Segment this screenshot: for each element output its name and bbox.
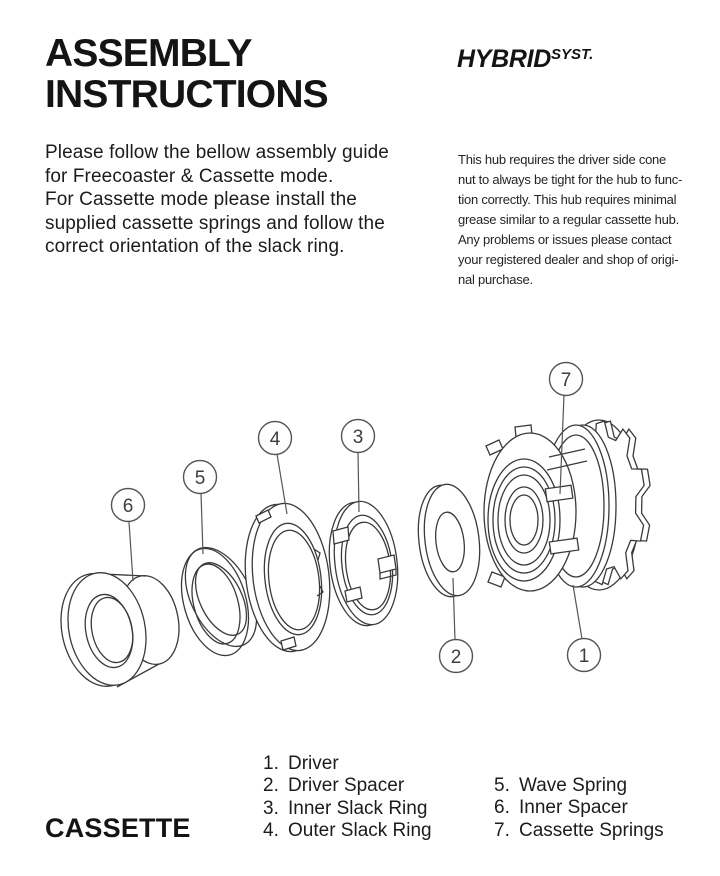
part-number: 6. [494,797,510,819]
parts-list-column-2 [494,775,664,842]
parts-list-column-1 [263,753,432,843]
svg-text:4: 4 [269,429,281,450]
callout-3 [342,420,375,453]
part-number: 5. [494,775,510,796]
note-line: This hub requires the driver side cone [458,152,667,167]
intro-line: For Cassette mode please install the [45,189,357,210]
page-title [45,33,328,115]
svg-text:6: 6 [122,496,134,517]
part-outer-slack-ring [237,499,337,656]
exploded-diagram [0,340,720,740]
intro-line: correct orientation of the slack ring. [45,236,345,257]
parts-list-item [494,797,664,819]
part-driver [484,420,650,591]
part-number: 2. [263,775,279,797]
svg-text:5: 5 [194,468,206,489]
part-label: Inner Slack Ring [288,797,428,819]
intro-line: for Freecoaster & Cassette mode. [45,165,334,187]
title-line-2: INSTRUCTIONS [45,73,328,116]
part-number: 7. [494,819,510,841]
parts-list-item [263,775,432,797]
intro-line: Please follow the bellow assembly guide [45,142,389,163]
part-label: Inner Spacer [519,797,628,819]
parts-list-item [494,775,664,797]
callout-5 [184,461,217,494]
part-label: Driver Spacer [288,775,405,797]
svg-text:1: 1 [578,646,590,667]
title-line-1: ASSEMBLY [45,32,252,75]
note-line: nut to always be tight for the hub to func- [458,172,683,187]
brand-logo [457,45,593,74]
note-line: tion correctly. This hub requires minimal [458,192,677,207]
brand-suffix: SYST. [551,46,594,63]
callout-2 [440,640,473,673]
leader-1 [573,585,582,639]
svg-text:2: 2 [450,647,462,668]
parts-list-item [263,798,432,820]
note-text [458,150,682,290]
callout-6 [112,489,145,522]
note-line: your registered dealer and shop of origi- [458,252,679,267]
svg-text:3: 3 [352,427,364,448]
part-label: Driver [288,753,339,774]
parts-list-item [494,820,664,842]
part-label: Cassette Springs [519,819,664,841]
cassette-spring-pocket [545,485,573,501]
intro-text [45,141,389,259]
leader-6 [129,522,133,581]
part-number: 1. [263,753,279,774]
leader-5 [201,493,203,554]
parts-list-item [263,820,432,842]
part-label: Wave Spring [519,775,628,796]
part-label: Outer Slack Ring [288,820,432,842]
part-number: 3. [263,797,279,819]
note-line: nal purchase. [458,272,533,287]
mode-label: CASSETTE [45,813,191,843]
callout-7 [550,363,583,396]
part-inner-spacer [51,565,187,693]
intro-line: supplied cassette springs and follow the [45,212,385,234]
svg-text:7: 7 [560,370,572,391]
brand-name: HYBRID [457,45,552,73]
parts-list-item [263,753,432,775]
part-number: 4. [263,820,279,842]
part-driver-spacer [412,481,485,600]
note-line: Any problems or issues please contact [458,232,672,247]
note-line: grease similar to a regular cassette hub. [458,212,679,227]
callout-1 [568,639,601,672]
callout-4 [259,422,292,455]
part-inner-slack-ring [323,498,405,630]
